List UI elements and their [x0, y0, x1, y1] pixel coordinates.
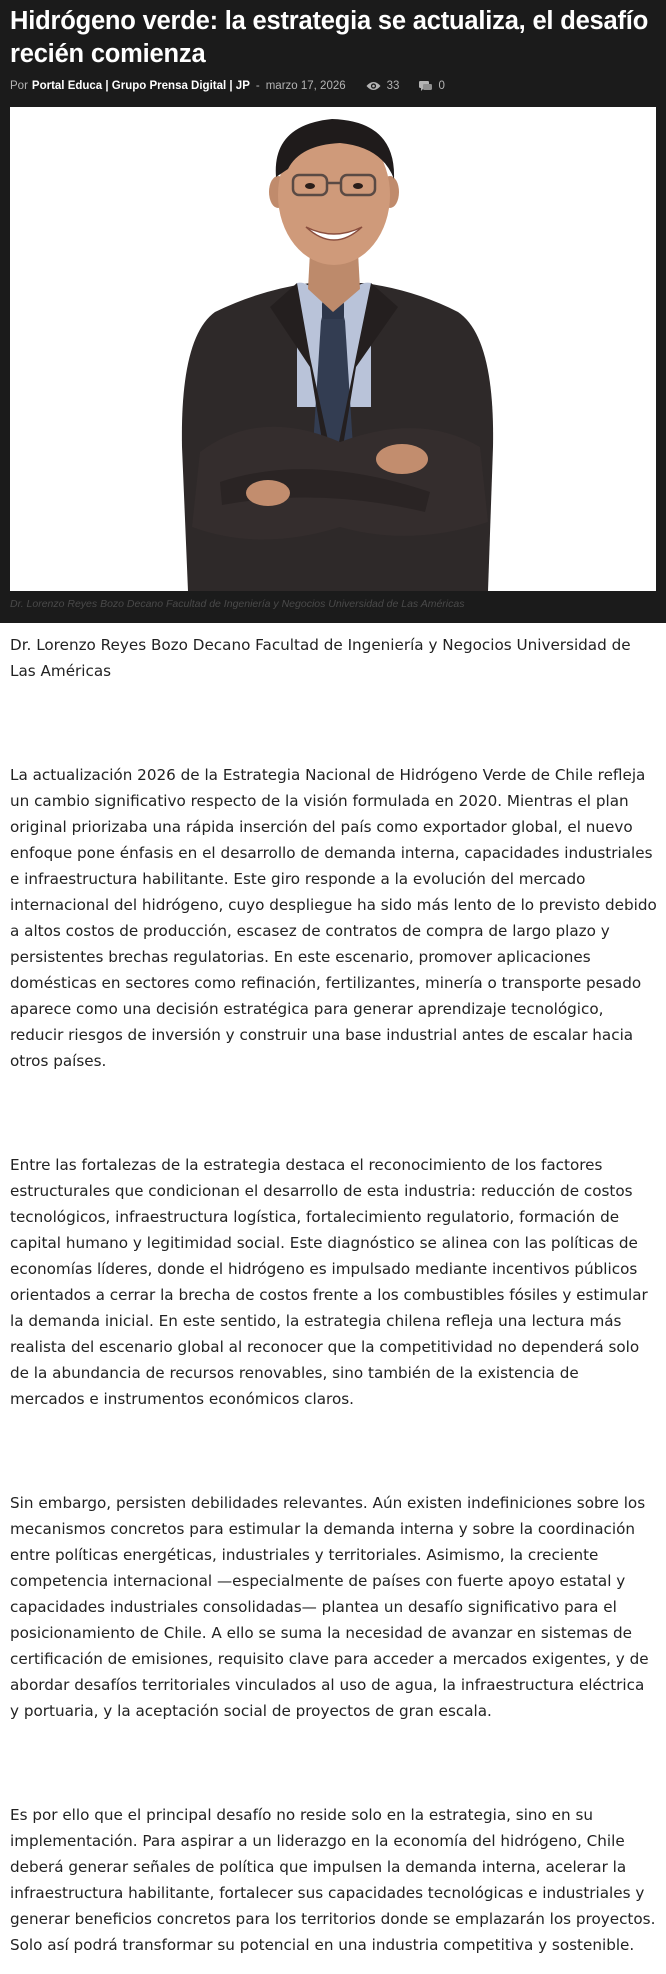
- featured-image: [10, 107, 656, 591]
- comment-icon[interactable]: [419, 81, 432, 92]
- article-paragraph: Sin embargo, persisten debilidades relevantes. Aún existen indefiniciones sobre los mecanismos concretos para estimular la demanda interna y sobre la coordinación entre políticas energéticas, industriales y territoriales. Asimismo, la creciente competencia internacional —especialmente de países con fuerte apoyo estatal y capacidades industriales consolidadas— plantea un desafío significativo para el posicionamiento de Chile. A ello se suma la necesidad de avanzar en sistemas de certificación de emisiones, requisito clave para acceder a mercados exigentes, y de abordar desafíos territoriales vinculados al uso de agua, la infraestructura eléctrica y portuaria, y la aceptación social de proyectos de gran escala.: [10, 1494, 649, 1720]
- article-paragraph: La actualización 2026 de la Estrategia Nacional de Hidrógeno Verde de Chile refleja un cambio significativo respecto de la visión formulada en 2020. Mientras el plan original priorizaba una rápida inserción del país como exportador global, el nuevo enfoque pone énfasis en el desarrollo de demanda interna, capacidades industriales e infraestructura habilitante. Este giro responde a la evolución del mercado internacional del hidrógeno, cuyo despliegue ha sido más lento de lo previsto debido a altos costos de producción, escasez de contratos de compra de largo plazo y persistentes brechas regulatorias. En este escenario, promover aplicaciones domésticas en sectores como refinación, fertilizantes, minería o transporte pesado aparece como una decisión estratégica para generar aprendizaje tecnológico, reducir riesgos de inversión y construir una base industrial antes de escalar hacia otros países.: [10, 766, 657, 1070]
- post-date: marzo 17, 2026: [265, 80, 346, 92]
- meta-separator: -: [255, 80, 260, 92]
- views-count: 33: [386, 80, 400, 92]
- article-body: [10, 623, 658, 1958]
- image-caption: Dr. Lorenzo Reyes Bozo Decano Facultad de Ingeniería y Negocios Universidad de Las Américas: [10, 598, 465, 610]
- comments-count[interactable]: 0: [438, 80, 445, 92]
- article-paragraph: Entre las fortalezas de la estrategia destaca el reconocimiento de los factores estructurales que condicionan el desarrollo de esta industria: reducción de costos tecnológicos, infraestructura logística, fortalecimiento regulatorio, formación de capital humano y legitimidad social. Este diagnóstico se alinea con las políticas de economías líderes, donde el hidrógeno es impulsado mediante incentivos públicos orientados a cerrar la brecha de costos frente a los combustibles fósiles y estimular la demanda inicial. En este sentido, la estrategia chilena refleja una lectura más realista del escenario global al reconocer que la competitividad no dependerá solo de la abundancia de recursos renovables, sino también de la existencia de mercados e instrumentos económicos claros.: [10, 1156, 648, 1408]
- article-meta: [10, 77, 445, 95]
- article-paragraph: Es por ello que el principal desafío no reside solo en la estrategia, sino en su implementación. Para aspirar a un liderazgo en la economía del hidrógeno, Chile deberá generar señales de política que impulsen la demanda interna, acelerar la infraestructura habilitante, fortalecer sus capacidades tecnológicas e industriales y generar beneficios concretos para los territorios donde se emplazarán los proyectos. Solo así podrá transformar su potencial en una industria competitiva y sostenible.: [10, 1806, 656, 1954]
- by-prefix: Por: [10, 80, 28, 92]
- article-header: [0, 0, 666, 623]
- article-lead: Dr. Lorenzo Reyes Bozo Decano Facultad de Ingeniería y Negocios Universidad de Las Américas: [10, 636, 631, 680]
- article-title: Hidrógeno verde: la estrategia se actualiza, el desafío recién comienza: [10, 7, 649, 68]
- author-link[interactable]: Portal Educa | Grupo Prensa Digital | JP: [31, 80, 250, 92]
- eye-icon: [366, 81, 381, 91]
